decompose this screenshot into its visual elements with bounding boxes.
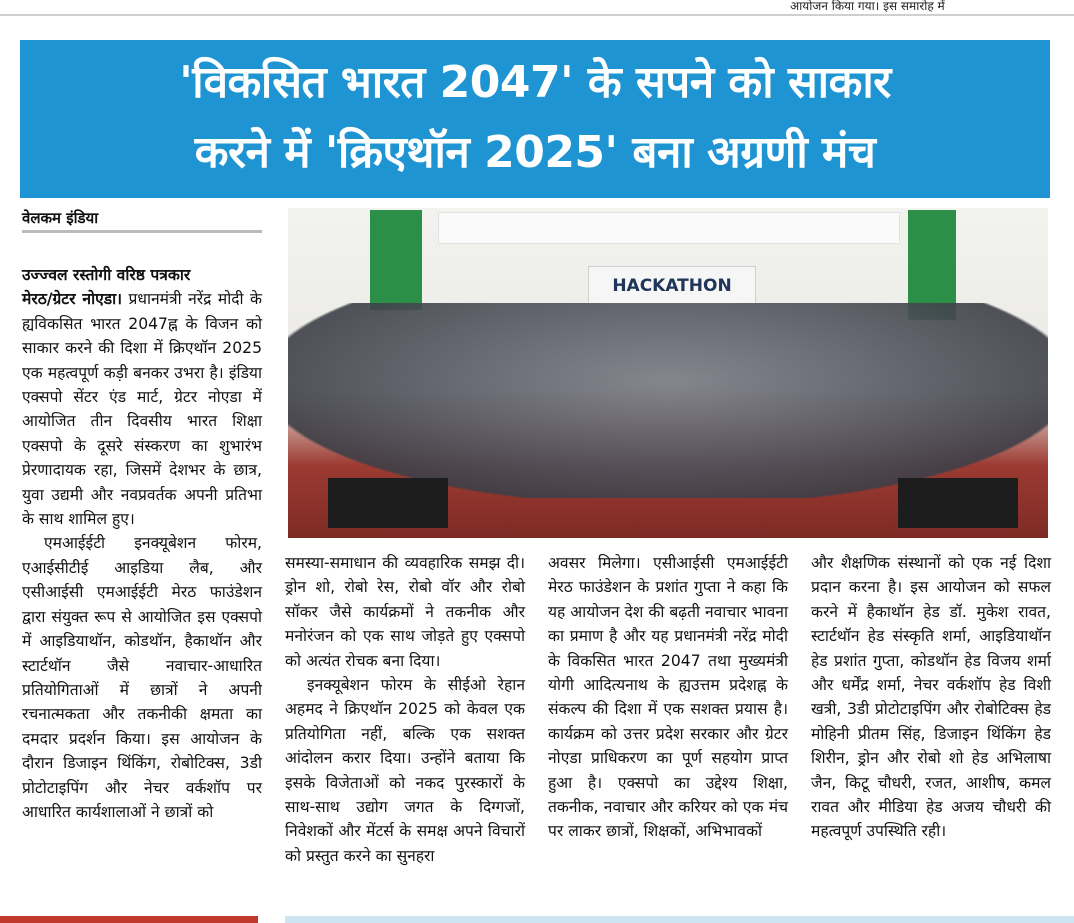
author-line: उज्ज्वल रस्तोगी वरिष्ठ पत्रकार <box>22 266 191 284</box>
byline-divider <box>22 230 262 233</box>
headline-line-1: 'विकसित भारत 2047' के सपने को साकार <box>179 57 891 108</box>
article-column-4 <box>811 551 1051 844</box>
participants-group <box>288 303 1048 498</box>
paragraph: और शैक्षणिक संस्थानों को एक नई दिशा प्रदान करना है। इस आयोजन को सफल करने में हैकाथॉन हेड डॉ. मुकेश रावत, स्टार्टथॉन हेड संस्कृति शर्मा, आइडियाथॉन हेड प्रशांत गुप्ता, कोडथॉन हेड विजय शर्मा और धर्मेंद्र शर्मा, नेचर वर्कशॉप हेड विशी खत्री, 3डी प्रोटोटाइपिंग और रोबोटिक्स हेड मोहिनी प्रीतम सिंह, डिजाइन थिंकिंग हेड शिरीन, ड्रोन और रोबो शो हेड अभिलाषा जैन, किटू चौधरी, रजत, आशीष, कमल रावत और मीडिया हेड अजय चौधरी की महत्वपूर्ण उपस्थिति रही। <box>811 554 1051 841</box>
byline: वेलकम इंडिया <box>22 209 99 227</box>
article-column-1 <box>22 263 262 824</box>
group-photo <box>288 208 1048 538</box>
stage-speaker-right <box>898 478 1018 528</box>
paragraph: अवसर मिलेगा। एसीआईसी एमआईईटी मेरठ फाउंडेशन के प्रशांत गुप्ता ने कहा कि यह आयोजन देश की बढ़ती नवाचार भावना का प्रमाण है और यह प्रधानमंत्री नरेंद्र मोदी के विकसित भारत 2047 तथा मुख्यमंत्री योगी आदित्यनाथ के ह्यउत्तम प्रदेशह्न के संकल्प की दिशा में एक सशक्त प्रयास है। कार्यक्रम को उत्तर प्रदेश सरकार और ग्रेटर नोएडा प्राधिकरण का पूर्ण सहयोग प्राप्त हुआ है। एक्सपो का उद्देश्य शिक्षा, तकनीक, नवाचार और करियर को एक मंच पर लाकर छात्रों, शिक्षकों, अभिभावकों <box>548 554 788 841</box>
top-divider <box>0 14 1074 16</box>
hackathon-board <box>588 266 756 306</box>
hackathon-text: HACKATHON <box>612 276 732 296</box>
bottom-strip <box>285 916 1074 923</box>
previous-article-snippet: आयोजन किया गया। इस समारोह में <box>790 0 945 13</box>
paragraph-text: प्रधानमंत्री नरेंद्र मोदी के ह्यविकसित भारत 2047ह्न के विजन को साकार करने की दिशा में क्रिएथॉन 2025 एक महत्वपूर्ण कड़ी बनकर उभरा है। इंडिया एक्सपो सेंटर एंड मार्ट, ग्रेटर नोएडा में आयोजित तीन दिवसीय भारत शिक्षा एक्सपो के दूसरे संस्करण का शुभारंभ प्रेरणादायक रहा, जिसमें देशभर के छात्र, युवा उद्यमी और नवप्रवर्तक अपनी प्रतिभा के साथ शामिल हुए। <box>22 290 262 529</box>
left-banner <box>370 210 422 310</box>
dateline: मेरठ/ग्रेटर नोएडा। <box>22 290 123 309</box>
stage-speaker-left <box>328 478 448 528</box>
article-column-2 <box>285 551 525 868</box>
paragraph: इनक्यूबेशन फोरम के सीईओ रेहान अहमद ने क्रिएथॉन 2025 को केवल एक प्रतियोगिता नहीं, बल्कि एक सशक्त आंदोलन करार दिया। उन्होंने बताया कि इसके विजेताओं को नकद पुरस्कारों के साथ-साथ उद्योग जगत के दिग्गजों, निवेशकों और मेंटर्स के समक्ष अपने विचारों को प्रस्तुत करने का सुनहरा <box>285 676 525 865</box>
paragraph <box>22 287 262 531</box>
article-column-3 <box>548 551 788 844</box>
paragraph: एमआईईटी इनक्यूबेशन फोरम, एआईसीटीई आइडिया लैब, और एसीआईसी एमआईईटी मेरठ फाउंडेशन द्वारा संयुक्त रूप से आयोजित इस एक्सपो में आइडियाथॉन, कोडथॉन, हैकाथॉन और स्टार्टथॉन जैसे नवाचार-आधारित प्रतियोगिताओं में छात्रों ने अपनी रचनात्मकता और तकनीकी क्षमता का दमदार प्रदर्शन किया। इस आयोजन के दौरान डिजाइन थिंकिंग, रोबोटिक्स, 3डी प्रोटोटाइपिंग और नेचर वर्कशॉप पर आधारित कार्यशालाओं ने छात्रों को <box>22 534 262 821</box>
headline-line-2: करने में 'क्रिएथॉन 2025' बना अग्रणी मंच <box>194 127 876 178</box>
headline-box <box>20 40 1050 198</box>
bottom-accent-bar <box>0 916 258 923</box>
sponsor-logos-strip <box>438 212 900 244</box>
paragraph: समस्या-समाधान की व्यवहारिक समझ दी। ड्रोन शो, रोबो रेस, रोबो वॉर और रोबो सॉकर जैसे कार्यक्रमों ने तकनीक और मनोरंजन को एक साथ जोड़ते हुए एक्सपो को अत्यंत रोचक बना दिया। <box>285 554 525 670</box>
